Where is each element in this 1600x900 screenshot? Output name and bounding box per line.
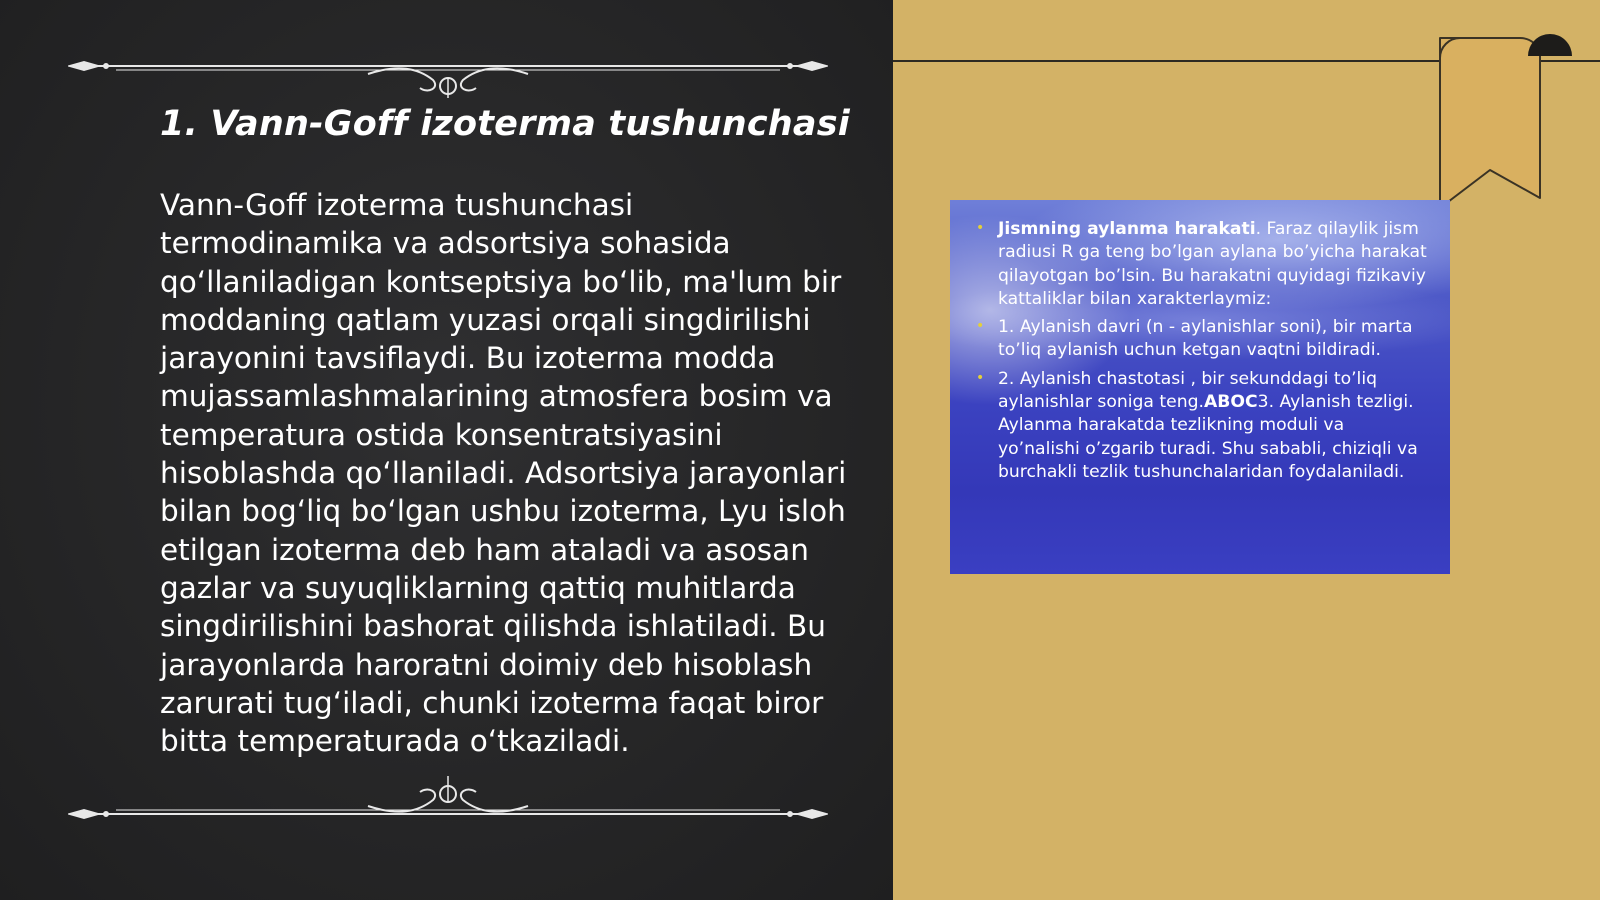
- scroll-ornament-divider-icon: [68, 48, 828, 98]
- list-item-text: 2. Aylanish chastotasi , bir sekunddagi to’liq aylanishlar soniga teng.: [998, 368, 1378, 413]
- bullet-icon: •: [976, 220, 985, 236]
- list-item-text: 1. Aylanish davri (n - aylanishlar soni), bir marta to’liq aylanish uchun ketgan vaqtni bildiradi.: [998, 317, 1413, 361]
- bullet-icon: •: [976, 369, 985, 386]
- slide-title: 1. Vann-Goff izoterma tushunchasi: [160, 104, 850, 144]
- list-item: [976, 368, 1428, 484]
- list-item-text-after: 3. Aylanish tezligi. Aylanma harakatda tezlikning moduli va yo’nalishi o’zgarib turadi. Shu sababli, chiziqli va burchakli tezlik tushunchalaridan foydalaniladi.: [998, 392, 1418, 482]
- bullet-icon: •: [976, 318, 985, 335]
- ribbon-bookmark-icon: [1430, 28, 1600, 208]
- list-item-bold: ABOC: [1204, 392, 1258, 413]
- physics-text-image: [950, 200, 1450, 574]
- list-item-text: . Faraz qilaylik jism radiusi R ga teng bo’lgan aylana bo’yicha harakat qilayotgan bo’lsin. Bu harakatni quyidagi fizikaviy kattaliklar bilan xarakterlaymiz:: [998, 219, 1427, 309]
- list-item-bold: Jismning aylanma harakati: [998, 219, 1256, 239]
- list-item: [976, 316, 1428, 363]
- bullet-list: [950, 200, 1450, 484]
- scroll-ornament-divider-icon: [68, 776, 828, 826]
- slide-body-paragraph: Vann-Goff izoterma tushunchasi termodinamika va adsortsiya sohasida qo‘llaniladigan kontseptsiya bo‘lib, ma'lum bir moddaning qatlam yuzasi orqali singdirilishi jarayonini tavsiflaydi. Bu izoterma modda mujassamlashmalarining atmosfera bosim va temperatura ostida konsentratsiyasini hisoblashda qo‘llaniladi. Adsortsiya jarayonlari bilan bog‘liq bo‘lgan ushbu izoterma, Lyu isloh etilgan izoterma deb ham ataladi va asosan gazlar va suyuqliklarning qattiq muhitlarda singdirilishini bashorat qilishda ishlatiladi. Bu jarayonlarda haroratni doimiy deb hisoblash zarurati tug‘iladi, chunki izoterma faqat biror bitta temperaturada o‘tkaziladi.: [160, 188, 847, 759]
- list-item: [976, 218, 1428, 311]
